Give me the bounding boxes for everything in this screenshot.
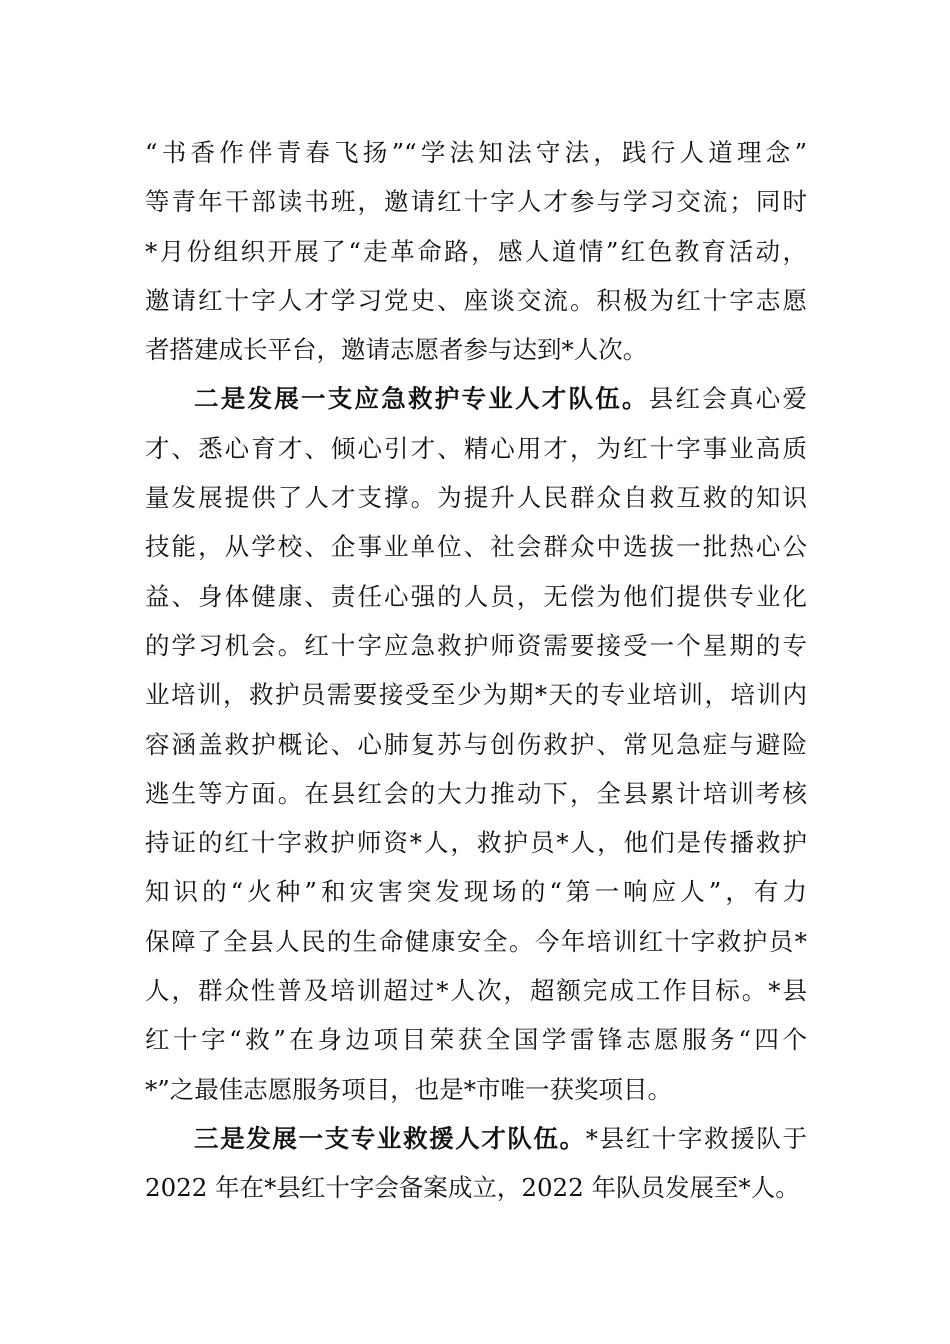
text-line: 才、悉心育才、倾心引才、精心用才，为红十字事业高质 [145,433,807,463]
text-line: 量发展提供了人才支撑。为提升人民群众自救互救的知识 [145,483,807,513]
text-line: 业培训，救护员需要接受至少为期*天的专业培训，培训内 [145,680,807,710]
text-span: *县红十字救援队于 [585,1123,808,1153]
text-line: 者搭建成长平台，邀请志愿者参与达到*人次。 [145,335,648,365]
text-line: 2022 年在*县红十字会备案成立，2022 年队员发展至*人。 [145,1173,800,1203]
paragraph-3 [145,1114,807,1213]
text-line: 人，群众性普及培训超过*人次，超额完成工作目标。*县 [145,976,807,1006]
text-line: 逃生等方面。在县红会的大力推动下，全县累计培训考核 [145,778,807,808]
text-span: 县红会真心爱 [648,384,807,414]
text-line [145,374,807,423]
text-line: 容涵盖救护概论、心肺复苏与创伤救护、常见急症与避险 [145,729,807,759]
text-line: 知识的“火种”和灾害突发现场的“第一响应人”，有力 [145,877,807,907]
text-line: “书香作伴青春飞扬”“学法知法守法，践行人道理念” [145,138,807,167]
text-line: *月份组织开展了“走革命路，感人道情”红色教育活动， [145,236,807,266]
text-line [145,1114,807,1163]
paragraph-heading: 二是发展一支应急救护专业人才队伍。 [194,384,649,414]
text-line: 保障了全县人民的生命健康安全。今年培训红十字救护员* [145,926,807,956]
paragraph-1 [145,128,807,374]
text-line: *”之最佳志愿服务项目，也是*市唯一获奖项目。 [145,1074,673,1104]
text-line: 益、身体健康、责任心强的人员，无偿为他们提供专业化 [145,581,807,611]
paragraph-heading: 三是发展一支专业救援人才队伍。 [194,1123,586,1153]
text-line: 持证的红十字救护师资*人，救护员*人，他们是传播救护 [145,828,807,858]
document-body [145,128,807,1213]
text-line: 等青年干部读书班，邀请红十字人才参与学习交流；同时 [145,187,807,217]
text-line: 红十字“救”在身边项目荣获全国学雷锋志愿服务“四个 [145,1025,807,1055]
text-line: 邀请红十字人才学习党史、座谈交流。积极为红十字志愿 [145,285,807,315]
text-line: 的学习机会。红十字应急救护师资需要接受一个星期的专 [145,630,807,660]
text-line: 技能，从学校、企事业单位、社会群众中选拔一批热心公 [145,532,807,562]
paragraph-2 [145,374,807,1113]
